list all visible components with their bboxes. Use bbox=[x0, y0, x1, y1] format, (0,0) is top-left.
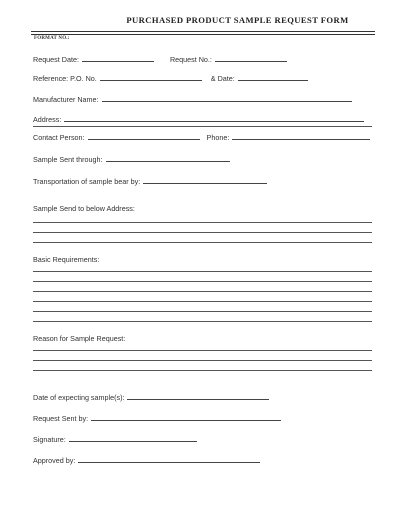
requirements-line-4[interactable] bbox=[33, 301, 372, 302]
requirements-line-6[interactable] bbox=[33, 321, 372, 322]
manufacturer-name-field[interactable] bbox=[102, 94, 352, 102]
reference-row bbox=[33, 73, 308, 83]
manufacturer-row bbox=[33, 94, 352, 104]
approved-by-field[interactable] bbox=[78, 455, 260, 463]
sample-send-address-label: Sample Send to below Address: bbox=[33, 204, 135, 213]
format-no-label: FORMAT NO.: bbox=[34, 36, 70, 41]
request-no-field[interactable] bbox=[215, 54, 287, 62]
sample-address-line-2[interactable] bbox=[33, 232, 372, 233]
request-date-label: Request Date: bbox=[33, 55, 79, 64]
requirements-line-3[interactable] bbox=[33, 291, 372, 292]
transportation-label: Transportation of sample bear by: bbox=[33, 177, 141, 186]
sample-address-line-3[interactable] bbox=[33, 242, 372, 243]
signature-row bbox=[33, 434, 197, 444]
sample-sent-through-field[interactable] bbox=[106, 154, 230, 162]
approved-by-row bbox=[33, 455, 260, 465]
reason-line-1[interactable] bbox=[33, 350, 372, 351]
approved-by-label: Approved by: bbox=[33, 456, 76, 465]
requirements-line-1[interactable] bbox=[33, 271, 372, 272]
reference-po-label: Reference: P.O. No. bbox=[33, 74, 97, 83]
address-row bbox=[33, 114, 364, 124]
contact-person-label: Contact Person: bbox=[33, 133, 85, 142]
request-sent-by-row bbox=[33, 413, 281, 423]
request-sent-by-label: Request Sent by: bbox=[33, 414, 89, 423]
form-title: PURCHASED PRODUCT SAMPLE REQUEST FORM bbox=[126, 15, 349, 25]
phone-field[interactable] bbox=[232, 132, 370, 140]
and-date-label: & Date: bbox=[210, 74, 235, 83]
reference-po-field[interactable] bbox=[100, 73, 202, 81]
transportation-field[interactable] bbox=[143, 176, 267, 184]
address-field-2[interactable] bbox=[33, 126, 372, 127]
requirements-line-2[interactable] bbox=[33, 281, 372, 282]
date-expecting-row bbox=[33, 392, 269, 402]
sample-address-line-1[interactable] bbox=[33, 222, 372, 223]
sample-sent-row bbox=[33, 154, 230, 164]
request-no-label: Request No.: bbox=[169, 55, 212, 64]
transportation-row bbox=[33, 176, 267, 186]
request-sent-by-field[interactable] bbox=[91, 413, 281, 421]
sample-send-address-row bbox=[33, 204, 135, 213]
request-date-row bbox=[33, 54, 287, 64]
manufacturer-name-label: Manufacturer Name: bbox=[33, 95, 99, 104]
reference-date-field[interactable] bbox=[238, 73, 308, 81]
contact-row bbox=[33, 132, 370, 142]
address-field-1[interactable] bbox=[64, 114, 364, 122]
request-date-field[interactable] bbox=[82, 54, 154, 62]
date-expecting-field[interactable] bbox=[127, 392, 269, 400]
address-label: Address: bbox=[33, 115, 62, 124]
date-expecting-label: Date of expecting sample(s): bbox=[33, 393, 125, 402]
title-double-rule bbox=[31, 31, 375, 35]
contact-person-field[interactable] bbox=[88, 132, 200, 140]
requirements-line-5[interactable] bbox=[33, 311, 372, 312]
reason-row bbox=[33, 334, 125, 343]
basic-requirements-row bbox=[33, 255, 99, 264]
signature-field[interactable] bbox=[69, 434, 197, 442]
phone-label: Phone: bbox=[206, 133, 230, 142]
basic-requirements-label: Basic Requirements: bbox=[33, 255, 100, 264]
sample-sent-through-label: Sample Sent through: bbox=[33, 155, 103, 164]
reason-line-3[interactable] bbox=[33, 370, 372, 371]
signature-label: Signature: bbox=[33, 435, 66, 444]
reason-label: Reason for Sample Request: bbox=[33, 334, 126, 343]
reason-line-2[interactable] bbox=[33, 360, 372, 361]
